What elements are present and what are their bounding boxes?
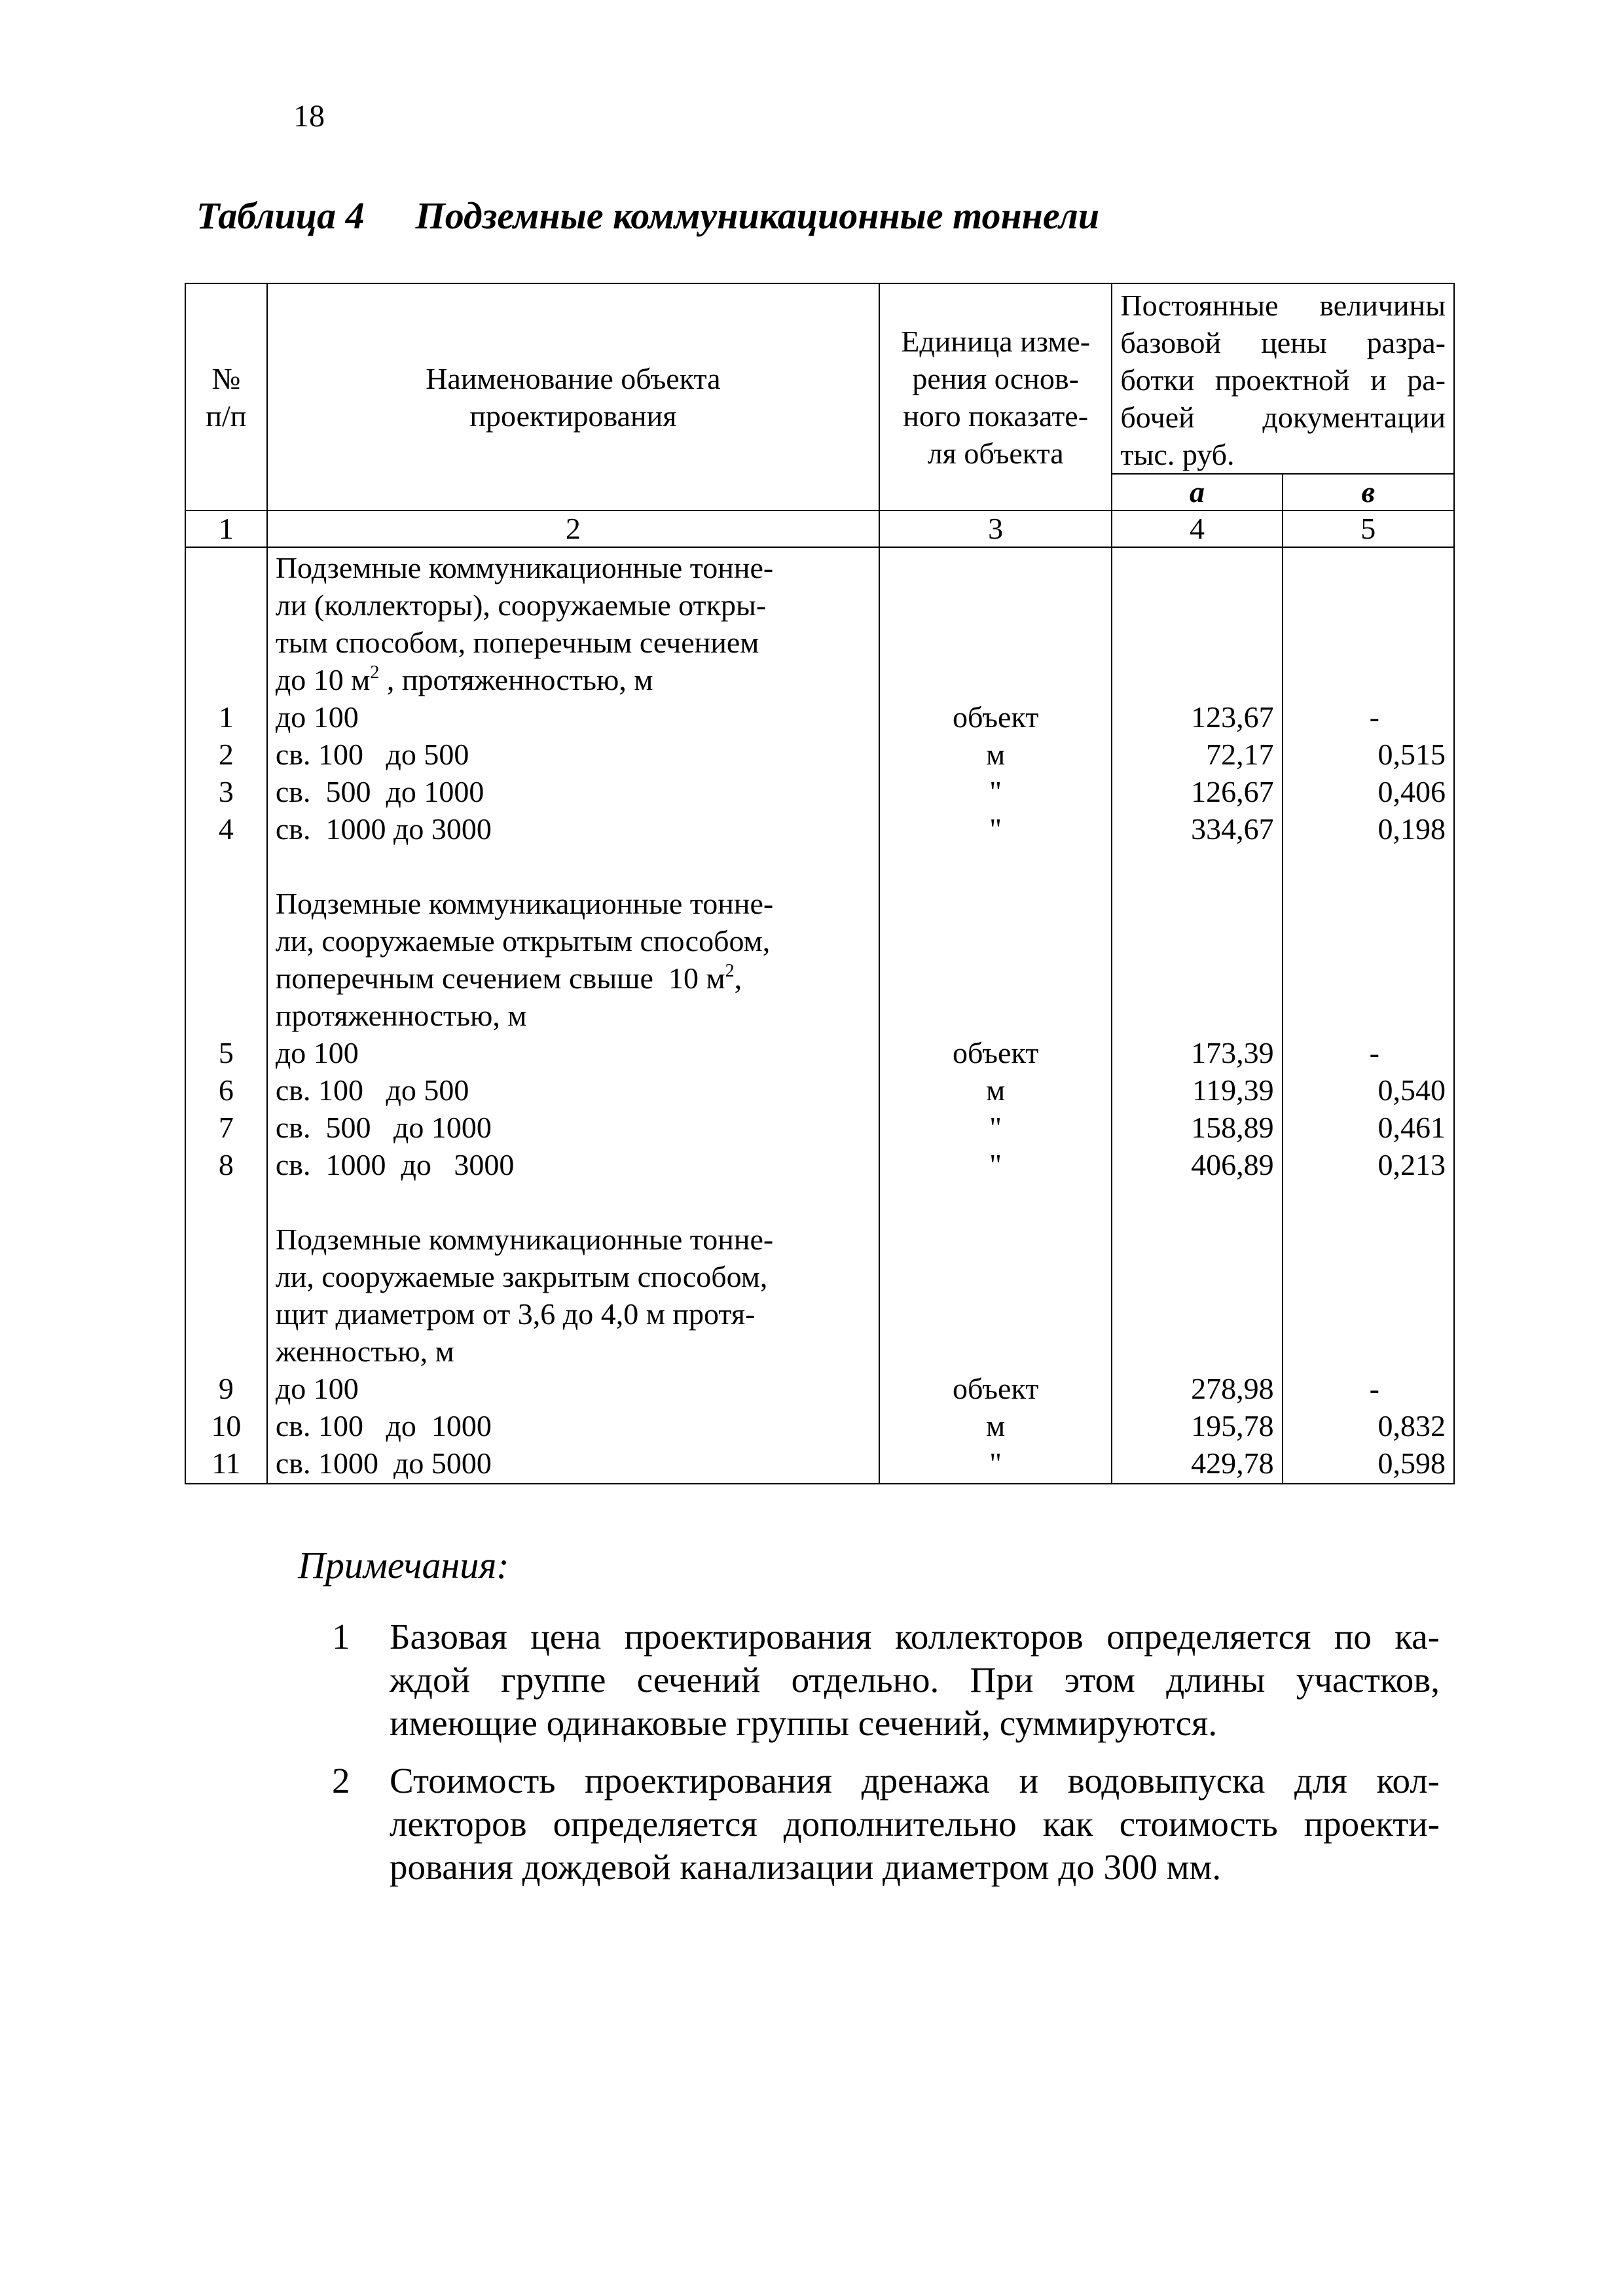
group-title-line: ли, сооружаемые закрытым способом,: [275, 1260, 768, 1293]
header-unit-line: рения основ-: [912, 361, 1079, 395]
note-text: [390, 1759, 1440, 1889]
group-title-line: женностью, м: [275, 1335, 454, 1368]
row-unit: м: [986, 1409, 1006, 1443]
row-value-a: 278,98: [1191, 1372, 1274, 1405]
group-title-line: ли, сооружаемые открытым способом,: [275, 924, 771, 958]
row-value-a: 406,89: [1191, 1148, 1274, 1181]
column-index: 3: [879, 511, 1112, 547]
row-value-a: 173,39: [1191, 1036, 1274, 1069]
page-number: 18: [293, 99, 325, 134]
row-value-a: 429,78: [1191, 1446, 1274, 1480]
note-line: Базовая цена проектирования коллекторов определяется по ка-: [390, 1617, 1440, 1657]
header-num-line: №: [211, 361, 241, 395]
row-value-a: 195,78: [1191, 1409, 1274, 1443]
row-value-b: 0,540: [1377, 1073, 1446, 1107]
header-const: [1112, 283, 1454, 474]
value-a-column: [1112, 547, 1282, 1484]
row-name: до 100: [275, 700, 359, 734]
table-caption-label: Таблица 4: [196, 194, 365, 237]
row-name: св. 500 до 1000: [275, 1111, 492, 1144]
row-unit: ": [989, 1148, 1002, 1181]
row-value-a: 123,67: [1191, 700, 1274, 734]
column-index-row: [185, 511, 1454, 547]
row-name: св. 100 до 1000: [275, 1409, 492, 1443]
row-unit: объект: [953, 1372, 1039, 1405]
num-column: [185, 547, 267, 1484]
header-num-line: п/п: [206, 399, 247, 433]
row-name: св. 1000 до 3000: [275, 812, 492, 846]
row-value-b: 0,406: [1377, 775, 1446, 808]
row-unit: м: [986, 1073, 1006, 1107]
row-num: 3: [218, 775, 234, 808]
subheader-b: в: [1283, 474, 1454, 511]
superscript: 2: [725, 961, 735, 981]
group-title-line: [276, 960, 871, 997]
header-name: [267, 283, 879, 511]
note-text: [390, 1615, 1440, 1745]
group-title-line: Подземные коммуникационные тонне-: [275, 551, 774, 584]
row-unit: объект: [953, 1036, 1039, 1069]
row-num: 9: [218, 1372, 234, 1405]
row-unit: ": [989, 1446, 1002, 1480]
group-title-line: Подземные коммуникационные тонне-: [275, 1223, 774, 1256]
note-line: Стоимость проектирования дренажа и водовыпуска для кол-: [390, 1761, 1440, 1801]
column-index: 2: [267, 511, 879, 547]
row-value-a: 119,39: [1192, 1073, 1274, 1107]
row-value-b: 0,598: [1377, 1446, 1446, 1480]
row-num: 5: [218, 1036, 234, 1069]
row-unit: ": [989, 812, 1002, 846]
row-num: 2: [218, 738, 234, 771]
header-const-line: бочей документации: [1120, 401, 1446, 434]
row-value-b: -: [1369, 1372, 1379, 1405]
group-title-line: протяженностью, м: [275, 999, 527, 1032]
note-number: 1: [332, 1617, 350, 1657]
header-unit: [879, 283, 1112, 511]
superscript: 2: [370, 662, 380, 683]
title-part: поперечным сечением свыше 10 м: [275, 961, 725, 995]
column-index: 5: [1283, 511, 1454, 547]
table-caption-title: Подземные коммуникационные тоннели: [415, 194, 1100, 237]
row-value-a: 126,67: [1191, 775, 1274, 808]
row-value-a: 158,89: [1191, 1111, 1274, 1144]
unit-column: [879, 547, 1112, 1484]
group-title-line: Подземные коммуникационные тонне-: [275, 887, 774, 920]
note-line: ждой группе сечений отдельно. При этом длины участков,: [390, 1660, 1440, 1700]
header-const-line: тыс. руб.: [1120, 438, 1235, 471]
row-unit: м: [986, 738, 1006, 771]
table-caption: [196, 194, 1099, 238]
header-const-line: Постоянные величины: [1120, 289, 1446, 322]
row-name: св. 500 до 1000: [275, 775, 484, 808]
column-index: 4: [1112, 511, 1282, 547]
title-part: ,: [734, 961, 742, 995]
row-num: 1: [218, 700, 234, 734]
header-const-line: ботки проектной и ра-: [1120, 363, 1446, 397]
group-title-line: [276, 661, 871, 698]
title-part: до 10 м: [275, 663, 371, 696]
row-value-b: 0,461: [1377, 1111, 1446, 1144]
column-index: 1: [185, 511, 267, 547]
row-num: 11: [211, 1446, 241, 1480]
row-num: 7: [218, 1111, 234, 1144]
row-value-b: 0,832: [1377, 1409, 1446, 1443]
row-num: 10: [211, 1409, 242, 1443]
note-line: рования дождевой канализации диаметром до 300 мм.: [390, 1847, 1222, 1887]
row-name: св. 1000 до 5000: [275, 1446, 492, 1480]
table-body-row: [185, 547, 1454, 1484]
header-unit-line: ного показате-: [903, 399, 1089, 433]
row-value-b: 0,515: [1377, 738, 1446, 771]
row-unit: ": [989, 1111, 1002, 1144]
row-value-a: 72,17: [1206, 738, 1274, 771]
note-number: 2: [332, 1761, 350, 1801]
subheader-a: а: [1112, 474, 1282, 511]
header-unit-line: ля объекта: [927, 436, 1064, 470]
header-row: [185, 283, 1454, 474]
row-value-b: -: [1369, 700, 1379, 734]
row-name: св. 100 до 500: [275, 738, 469, 771]
note-line: имеющие одинаковые группы сечений, суммируются.: [390, 1703, 1218, 1743]
value-b-column: [1283, 547, 1454, 1484]
row-value-b: -: [1369, 1036, 1379, 1069]
row-num: 8: [218, 1148, 234, 1181]
header-const-line: базовой цены разра-: [1120, 326, 1446, 359]
group-title-line: ли (коллекторы), сооружаемые откры-: [275, 588, 767, 622]
row-value-b: 0,198: [1377, 812, 1446, 846]
row-name: до 100: [275, 1372, 359, 1405]
row-name: до 100: [275, 1036, 359, 1069]
header-name-line: Наименование объекта: [426, 361, 721, 395]
notes-title: Примечания:: [298, 1544, 509, 1587]
title-part: , протяженностью, м: [379, 663, 653, 696]
row-num: 6: [218, 1073, 234, 1107]
row-name: св. 1000 до 3000: [275, 1148, 515, 1181]
row-unit: ": [989, 775, 1002, 808]
row-value-b: 0,213: [1377, 1148, 1446, 1181]
group-title-line: тым способом, поперечным сечением: [275, 626, 759, 659]
header-unit-line: Единица изме-: [901, 324, 1091, 358]
row-num: 4: [218, 812, 234, 846]
name-column: [267, 547, 879, 1484]
row-name: св. 100 до 500: [275, 1073, 469, 1107]
header-name-line: проектирования: [469, 399, 677, 433]
row-value-a: 334,67: [1191, 812, 1274, 846]
tunnels-table: [185, 283, 1455, 1484]
header-num: [185, 283, 267, 511]
group-title-line: щит диаметром от 3,6 до 4,0 м протя-: [275, 1297, 756, 1331]
note-line: лекторов определяется дополнительно как стоимость проекти-: [390, 1804, 1440, 1844]
row-unit: объект: [953, 700, 1039, 734]
